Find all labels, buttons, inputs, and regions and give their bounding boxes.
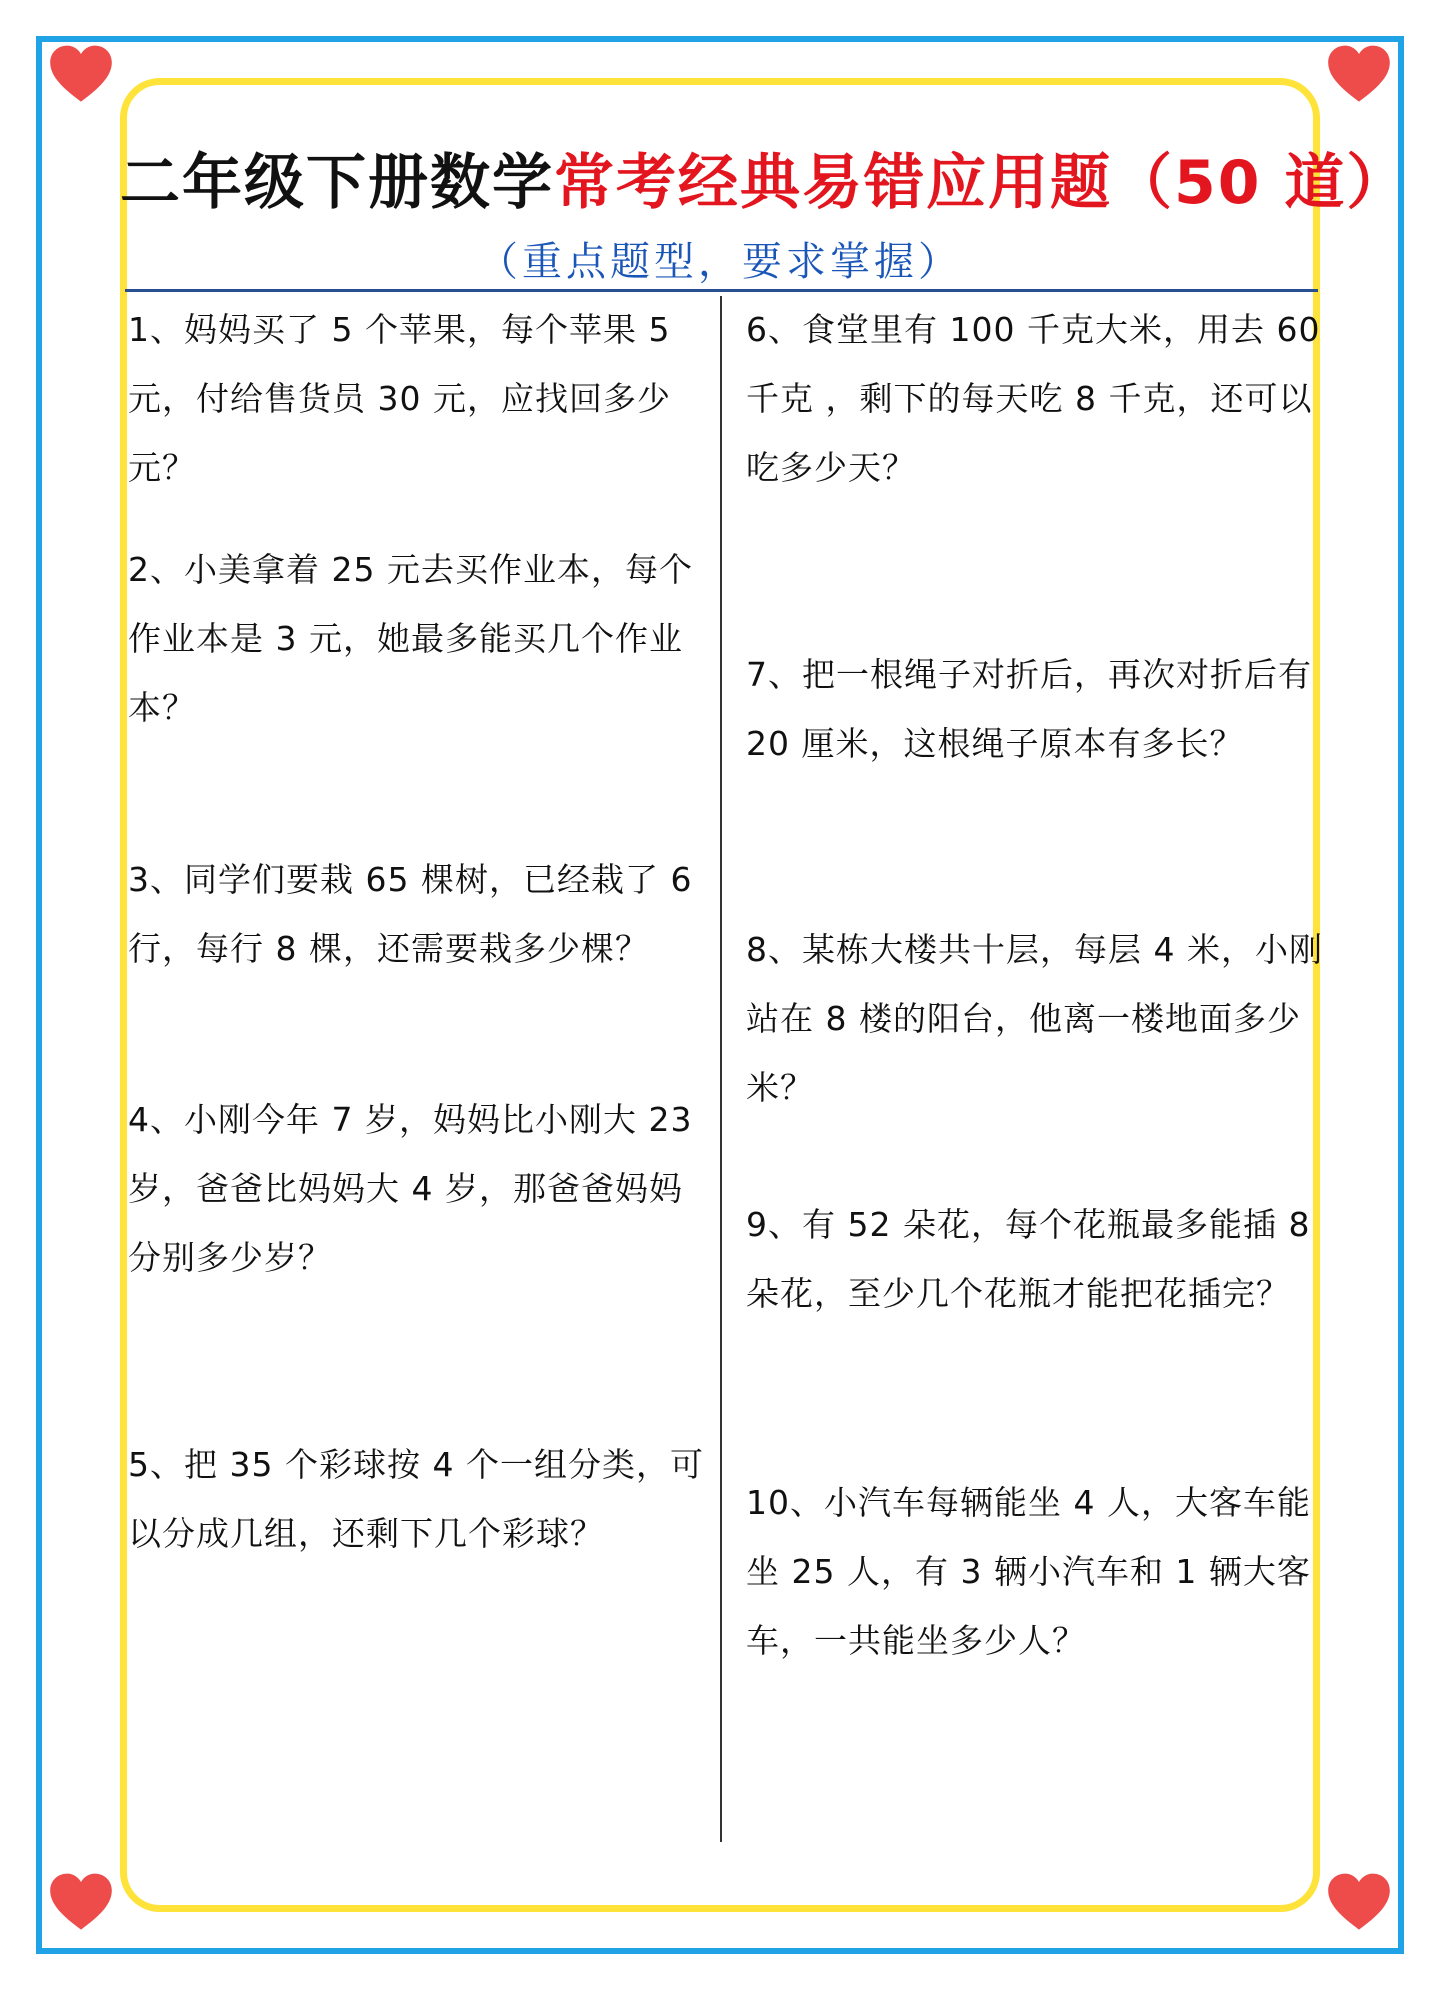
heart-icon — [46, 1868, 116, 1938]
title-red-part: 常考经典易错应用题（50 道） — [554, 148, 1409, 218]
page-subtitle: （重点题型，要求掌握） — [478, 239, 962, 285]
problem-2: 2、小美拿着 25 元去买作业本，每个作业本是 3 元，她最多能买几个作业本？ — [128, 550, 693, 727]
problem-5: 5、把 35 个彩球按 4 个一组分类，可以分成几组，还剩下几个彩球？ — [128, 1445, 704, 1553]
heart-icon — [1324, 40, 1394, 110]
problem-3: 3、同学们要栽 65 棵树，已经栽了 6 行，每行 8 棵，还需要栽多少棵？ — [128, 860, 693, 968]
column-divider — [720, 296, 722, 1842]
problem-8: 8、某栋大楼共十层，每层 4 米，小刚站在 8 楼的阳台，他离一楼地面多少米？ — [746, 930, 1323, 1107]
title-black-part: 二年级下册数学 — [120, 148, 554, 218]
problem-6: 6、食堂里有 100 千克大米，用去 60 千克 ，剩下的每天吃 8 千克，还可以吃多少天？ — [746, 310, 1321, 487]
problem-7: 7、把一根绳子对折后，再次对折后有 20 厘米，这根绳子原本有多长？ — [746, 655, 1312, 763]
problem-4: 4、小刚今年 7 岁，妈妈比小刚大 23 岁，爸爸比妈妈大 4 岁，那爸爸妈妈分别多少岁？ — [128, 1100, 693, 1277]
heart-icon — [1324, 1868, 1394, 1938]
problem-1: 1、妈妈买了 5 个苹果，每个苹果 5 元，付给售货员 30 元，应找回多少元？ — [128, 310, 671, 487]
heart-icon — [46, 40, 116, 110]
page-title — [120, 135, 1409, 221]
header-divider — [125, 289, 1318, 292]
problem-10: 10、小汽车每辆能坐 4 人，大客车能坐 25 人，有 3 辆小汽车和 1 辆大客车，一共能坐多少人？ — [746, 1483, 1311, 1660]
problem-9: 9、有 52 朵花，每个花瓶最多能插 8 朵花，至少几个花瓶才能把花插完？ — [746, 1205, 1311, 1313]
